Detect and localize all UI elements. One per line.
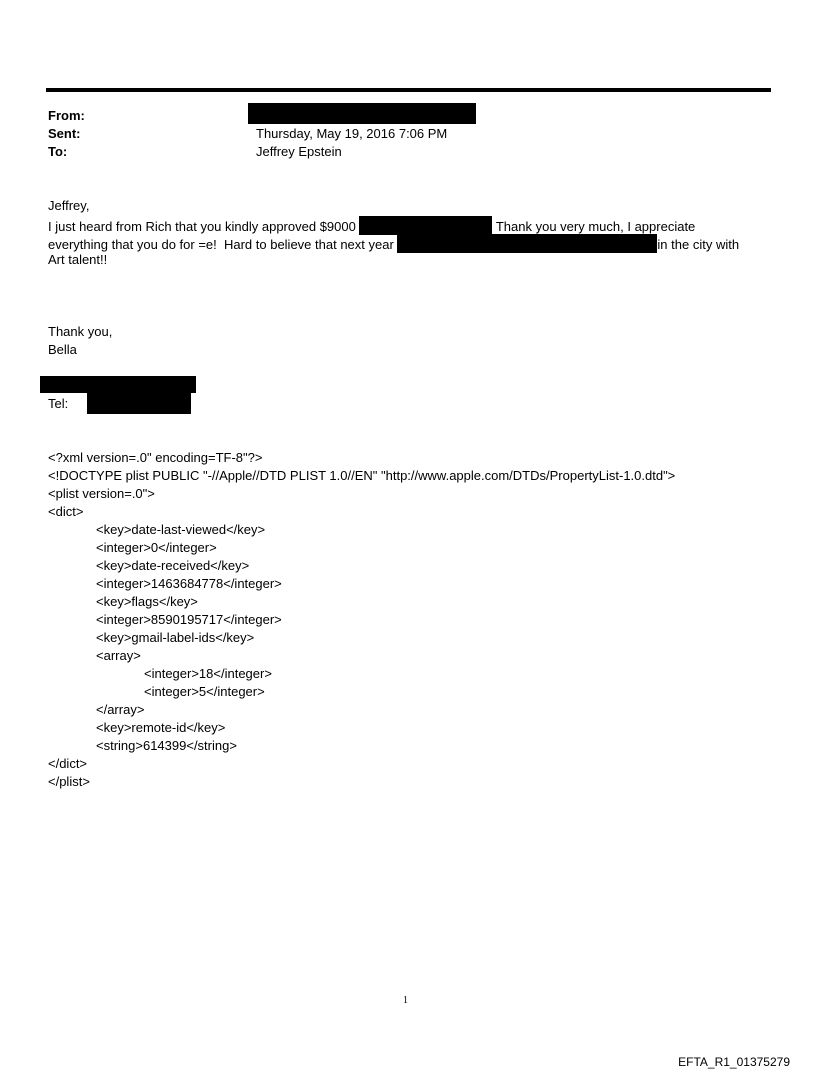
redaction-from (248, 103, 476, 124)
xml-line: <integer>8590195717</integer> (96, 612, 282, 627)
redaction-tel (87, 393, 191, 414)
xml-line: <integer>0</integer> (96, 540, 217, 555)
xml-line: <key>flags</key> (96, 594, 198, 609)
redaction-line-2 (397, 234, 657, 253)
redaction-line-1 (359, 216, 492, 235)
from-label: From: (48, 108, 85, 123)
page-number: 1 (403, 995, 408, 1006)
message-line-2 (48, 234, 739, 253)
xml-line: <integer>18</integer> (144, 666, 272, 681)
header-rule (46, 88, 771, 92)
message-line-2-start: everything that you do for =e! Hard to believe that next year (48, 237, 394, 252)
xml-line: </dict> (48, 756, 88, 771)
xml-line: </plist> (48, 774, 90, 789)
xml-line: <plist version=.0"> (48, 486, 155, 501)
xml-line: <key>remote-id</key> (96, 720, 226, 735)
xml-line: <integer>5</integer> (144, 684, 265, 699)
to-value: Jeffrey Epstein (256, 144, 342, 159)
message-line-2-end: in the city with (657, 237, 740, 252)
xml-line: <dict> (48, 504, 84, 519)
bates-number: EFTA_R1_01375279 (678, 1055, 790, 1069)
xml-line: <array> (96, 648, 141, 663)
redaction-signature-name (40, 376, 196, 393)
message-line-1 (48, 216, 695, 235)
tel-label: Tel: (48, 396, 69, 411)
xml-line: <key>date-received</key> (96, 558, 250, 573)
xml-line: <integer>1463684778</integer> (96, 576, 282, 591)
message-line-3: Art talent!! (48, 252, 108, 267)
signature: Bella (48, 342, 77, 357)
xml-line: <?xml version=.0" encoding=TF-8"?> (48, 450, 263, 465)
xml-line: <key>gmail-label-ids</key> (96, 630, 255, 645)
sent-value: Thursday, May 19, 2016 7:06 PM (256, 126, 448, 141)
xml-line: </array> (96, 702, 145, 717)
xml-line: <key>date-last-viewed</key> (96, 522, 266, 537)
closing: Thank you, (48, 324, 113, 339)
to-label: To: (48, 144, 68, 159)
message-line-1-start: I just heard from Rich that you kindly approved $9000 (48, 219, 356, 234)
message-line-1-end: Thank you very much, I appreciate (495, 219, 696, 234)
greeting: Jeffrey, (48, 198, 90, 213)
xml-line: <string>614399</string> (96, 738, 237, 753)
sent-label: Sent: (48, 126, 81, 141)
xml-line: <!DOCTYPE plist PUBLIC "-//Apple//DTD PLIST 1.0//EN" "http://www.apple.com/DTDs/PropertyList-1.0.dtd"> (48, 468, 676, 483)
